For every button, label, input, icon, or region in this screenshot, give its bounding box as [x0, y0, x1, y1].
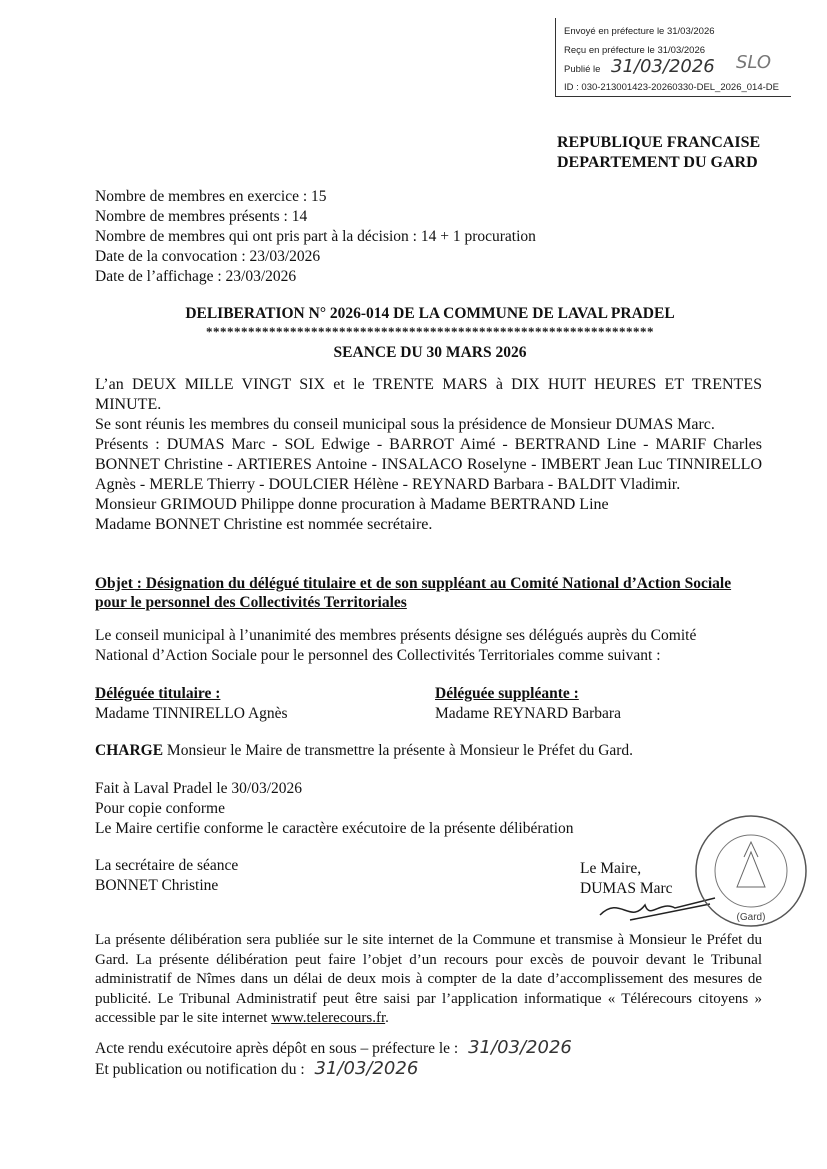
charge-line [95, 742, 633, 760]
intro [95, 375, 762, 535]
telerecours-link[interactable]: www.telerecours.fr [271, 1010, 386, 1026]
publication-handwritten-date: 31/03/2026 [314, 1058, 419, 1079]
titular-delegate [95, 684, 288, 724]
received-date: Reçu en préfecture le 31/03/2026 [564, 45, 706, 56]
footer-end: . [385, 1010, 389, 1026]
mairie-seal [692, 812, 810, 930]
intro-line: L’an DEUX MILLE VINGT SIX et le TRENTE MARS à DIX HUIT HEURES ET TRENTES MINUTE. [95, 376, 762, 413]
members-info [95, 187, 536, 287]
executory-label: Acte rendu exécutoire après dépôt en sous – préfecture le : [95, 1040, 459, 1057]
members-line: Nombre de membres présents : 14 [95, 208, 308, 225]
published-label: Publié le [564, 64, 601, 75]
republique: REPUBLIQUE FRANCAISE [557, 134, 761, 151]
departement: DEPARTEMENT DU GARD [557, 154, 758, 171]
proxy-line: Monsieur GRIMOUD Philippe donne procuration à Madame BERTRAND Line [95, 496, 609, 513]
charge-keyword: CHARGE [95, 742, 164, 759]
body-text: Le conseil municipal à l’unanimité des membres présents désigne ses délégués auprès du Comité National d’Action Sociale pour le personnel des Collectivités Territoriales comme suivant : [95, 627, 697, 664]
deliberation-title: DELIBERATION N° 2026-014 DE LA COMMUNE DE LAVAL PRADEL [185, 305, 675, 322]
substitute-label: Déléguée suppléante : [435, 685, 579, 702]
fait [95, 779, 574, 839]
executory-handwritten-date: 31/03/2026 [468, 1037, 572, 1058]
members-line: Nombre de membres qui ont pris part à la décision : 14 + 1 procuration [95, 228, 536, 245]
objet: Objet : Désignation du délégué titulaire et de son suppléant au Comité National d’Action Sociale pour le personnel des Collectivités Territoriales [95, 575, 732, 611]
mayor-label: Le Maire, [580, 860, 642, 877]
prefecture-stamp [555, 18, 791, 97]
header [557, 133, 760, 173]
act-id: ID : 030-213001423-20260330-DEL_2026_014-DE [564, 82, 779, 93]
titular-label: Déléguée titulaire : [95, 685, 221, 702]
footer-text: La présente délibération sera publiée sur le site internet de la Commune et transmise à Monsieur le Préfet du Gard. La présente délibération peut faire l’objet d’un recours pour excès de pouvoir devant le Tribunal administratif de Nîmes dans un délai de deux mois à compter de la date d’accomplissement des mesures de publicité. Le Tribunal Administratif peut être saisi par l’application informatique « Télérecours citoyens » accessible par le site internet [95, 932, 762, 1026]
secretary-name: BONNET Christine [95, 877, 219, 894]
published-handwritten-date: 31/03/2026 [611, 56, 715, 77]
present-members: Présents : DUMAS Marc - SOL Edwige - BARROT Aimé - BERTRAND Line - MARIF Charles BONNET Christine - ARTIERES Antoine - INSALACO Roselyne - IMBERT Jean Luc TINNIRELLO Agnès - MERLE Thierry - DOULCIER Hélène - REYNARD Barbara - BALDIT Vladimir. [95, 436, 762, 493]
charge-text: Monsieur le Maire de transmettre la présente à Monsieur le Préfet du Gard. [163, 742, 634, 759]
substitute-name: Madame REYNARD Barbara [435, 705, 621, 722]
fait-line: Pour copie conforme [95, 800, 225, 817]
executory [95, 1038, 572, 1080]
members-line: Date de la convocation : 23/03/2026 [95, 248, 321, 265]
intro-line: Se sont réunis les membres du conseil municipal sous la présidence de Monsieur DUMAS Marc. [95, 416, 715, 433]
secretary-label: La secrétaire de séance [95, 857, 239, 874]
seal-sub: (Gard) [736, 912, 766, 923]
seance-title: SEANCE DU 30 MARS 2026 [333, 344, 527, 361]
secretary-line: Madame BONNET Christine est nommée secrétaire. [95, 516, 433, 533]
legal-footer [95, 931, 762, 1029]
mayor-name: DUMAS Marc [580, 880, 673, 897]
secretary-signature-block [95, 856, 238, 896]
members-line: Nombre de membres en exercice : 15 [95, 188, 327, 205]
separator-stars: **************************************************************** [206, 324, 654, 339]
titular-name: Madame TINNIRELLO Agnès [95, 705, 288, 722]
sent-date: Envoyé en préfecture le 31/03/2026 [564, 26, 715, 37]
fait-line: Le Maire certifie conforme le caractère exécutoire de la présente délibération [95, 820, 574, 837]
substitute-delegate [435, 684, 621, 724]
publication-label: Et publication ou notification du : [95, 1061, 305, 1078]
members-line: Date de l’affichage : 23/03/2026 [95, 268, 297, 285]
fait-line: Fait à Laval Pradel le 30/03/2026 [95, 780, 303, 797]
initials: SLO [736, 52, 772, 73]
